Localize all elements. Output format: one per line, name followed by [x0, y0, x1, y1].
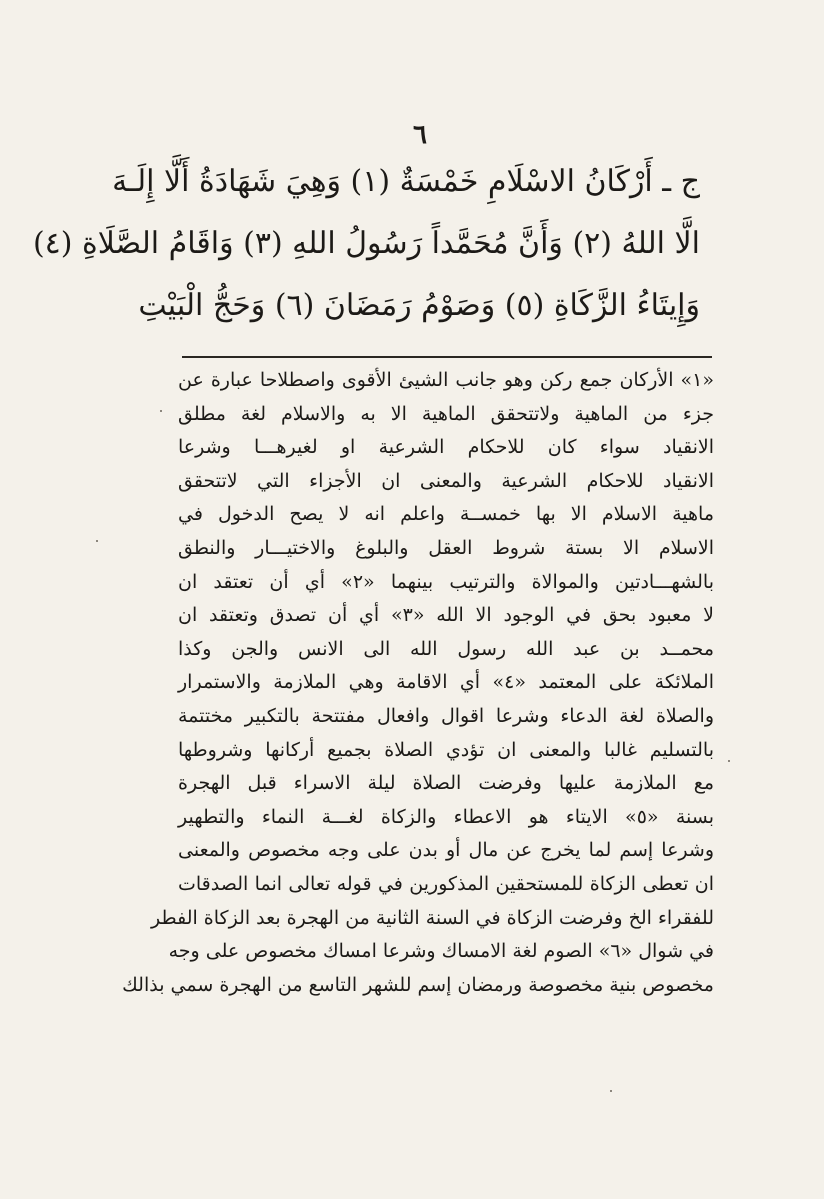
- footnote-line: جزء من الماهية ولاتتحقق الماهية الا به والاسلام لغة مطلق: [178, 402, 714, 425]
- main-text-line: الَّا اللهُ (٢) وَأَنَّ مُحَمَّداً رَسُولُ اللهِ (٣) وَاقَامُ الصَّلَاةِ (٤): [32, 226, 700, 261]
- footnote-line: ماهية الاسلام الا بها خمســة واعلم انه لا يصح الدخول في: [178, 503, 714, 526]
- main-text-line: ج ـ أَرْكَانُ الاسْلَامِ خَمْسَةٌ (١) وَهِيَ شَهَادَةُ أَلَّا إِلَـهَ: [112, 164, 700, 199]
- footnote-line: بالتسليم غالبا والمعنى ان تؤدي الصلاة بجميع أركانها وشروطها: [178, 738, 714, 761]
- footnote-line: للفقراء الخ وفرضت الزكاة في السنة الثانية من الهجرة بعد الزكاة الفطر: [151, 906, 714, 929]
- footnote-line: مخصوص بنية مخصوصة ورمضان إسم للشهر التاسع من الهجرة سمي بذالك: [122, 973, 714, 996]
- main-text: [32, 162, 700, 348]
- footnote-line: بسنة «٥» الايتاء هو الاعطاء والزكاة لغـــة النماء والتطهير: [178, 805, 715, 828]
- footnote-line: ان تعطى الزكاة للمستحقين المذكورين في قوله تعالى انما الصدقات: [178, 872, 714, 895]
- footnote-line: الانقياد للاحكام الشرعية والمعنى ان الأجزاء التي لاتتحقق: [178, 469, 714, 492]
- page-number: ٦: [413, 120, 427, 150]
- footnote-line: «١» الأركان جمع ركن وهو جانب الشيئ الأقوى واصطلاحا عبارة عن: [178, 369, 714, 391]
- footnote-line: في شوال «٦» الصوم لغة الامساك وشرعا امساك مخصوص على وجه: [168, 940, 714, 963]
- paper-speck: [610, 1090, 612, 1092]
- footnote-line: الاسلام الا بستة شروط العقل والبلوغ والاختيـــار والنطق: [178, 536, 714, 559]
- footnote-line: الملائكة على المعتمد «٤» أي الاقامة وهي الملازمة والاستمرار: [178, 671, 714, 694]
- footnote-line: محمــد بن عبد الله رسول الله الى الانس والجن وكذا: [178, 637, 714, 660]
- paper-speck: [728, 760, 730, 762]
- footnote-line: وشرعا إسم لما يخرج عن مال أو بدن على وجه مخصوص والمعنى: [178, 839, 714, 862]
- footnote-line: بالشهـــادتين والموالاة والترتيب بينهما «٢» أي أن تعتقد ان: [178, 570, 714, 593]
- main-text-line: وَإِيتَاءُ الزَّكَاةِ (٥) وَصَوْمُ رَمَضَانَ (٦) وَحَجُّ الْبَيْتِ: [138, 288, 700, 323]
- paper-speck: [160, 410, 162, 412]
- footnote-divider: [182, 356, 712, 358]
- footnote-line: والصلاة لغة الدعاء وشرعا اقوال وافعال مفتتحة بالتكبير مختتمة: [178, 704, 714, 727]
- footnote-line: لا معبود بحق في الوجود الا الله «٣» أي أن تصدق وتعتقد ان: [178, 604, 714, 627]
- paper-speck: [96, 540, 98, 542]
- footnotes: [122, 368, 715, 1006]
- footnote-line: مع الملازمة عليها وفرضت الصلاة ليلة الاسراء قبل الهجرة: [178, 772, 714, 795]
- footnote-line: الانقياد سواء كان للاحكام الشرعية او لغيرهـــا وشرعا: [178, 436, 714, 459]
